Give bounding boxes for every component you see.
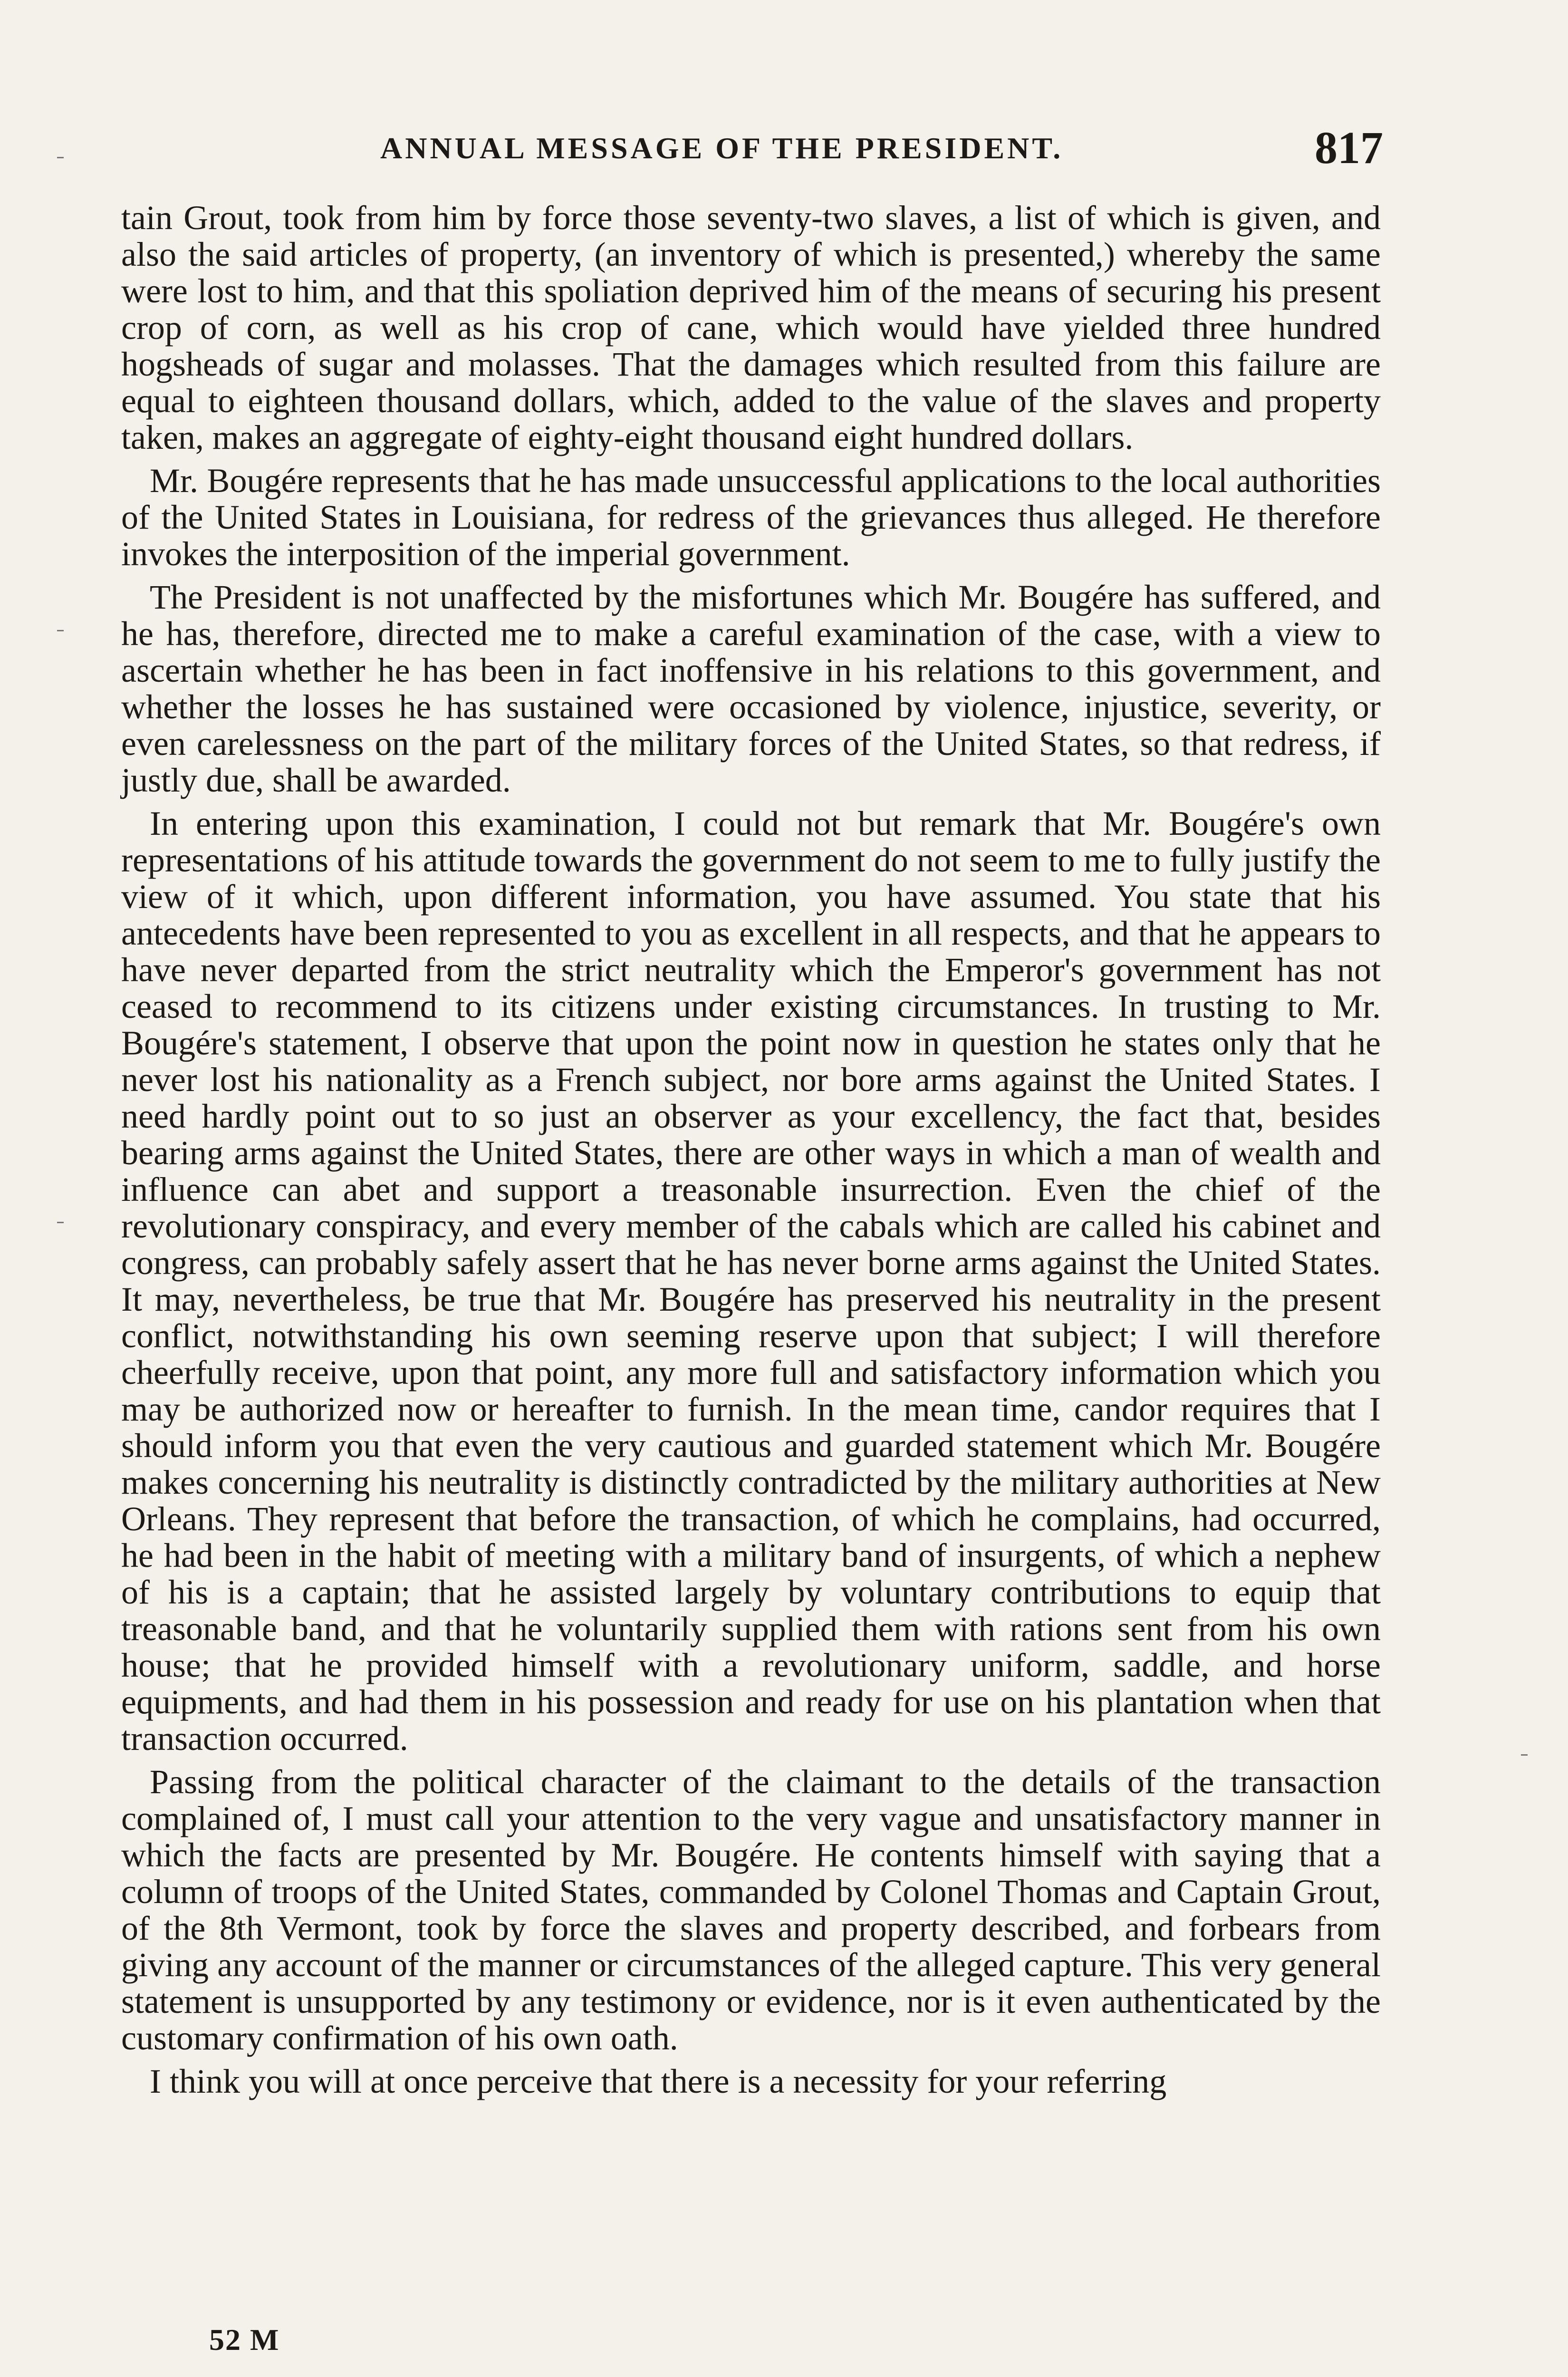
page-number: 817 [1315, 122, 1383, 173]
paragraph-1: tain Grout, took from him by force those seventy-two slaves, a list of which is given, and also the said articles of property, (an inventory of which is presented,) whereby the same were lost to him, and that this spoliation deprived him of the means of securing his present crop of corn, as well as his crop of cane, which would have yielded three hundred hogsheads of sugar and molasses. That the damages which resulted from this failure are equal to eighteen thousand dollars, which, added to the value of the slaves and property taken, makes an aggregate of eighty-eight thousand eight hundred dollars. [121, 199, 1381, 456]
paragraph-6: I think you will at once perceive that there is a necessity for your referring [150, 2062, 1167, 2100]
running-title: ANNUAL MESSAGE OF THE PRESIDENT. [380, 131, 1064, 165]
signature-mark: 52 M [209, 2323, 280, 2357]
paragraph-4: In entering upon this examination, I could not but remark that Mr. Bougére's own representations of his attitude towards the government do not seem to me to fully justify the view of it which, upon different information, you have assumed. You state that his antecedents have been represented to you as excellent in all respects, and that he appears to have never departed from the strict neutrality which the Emperor's government has not ceased to recommend to its citizens under existing circumstances. In trusting to Mr. Bougére's statement, I observe that upon the point now in question he states only that he never lost his nationality as a French subject, nor bore arms against the United States. I need hardly point out to so just an observer as your excellency, the fact that, besides bearing arms against the United States, there are other ways in which a man of wealth and influence can abet and support a treasonable insurrection. Even the chief of the revolutionary conspiracy, and every member of the cabals which are called his cabinet and congress, can probably safely assert that he has never borne arms against the United States. It may, nevertheless, be true that Mr. Bougére has preserved his neutrality in the present conflict, notwithstanding his own seeming reserve upon that subject; I will therefore cheerfully receive, upon that point, any more full and satisfactory information which you may be authorized now or hereafter to furnish. In the mean time, candor requires that I should inform you that even the very cautious and guarded statement which Mr. Bougére makes concerning his neutrality is distinctly contradicted by the military authorities at New Orleans. They represent that before the transaction, of which he complains, had occurred, he had been in the habit of meeting with a military band of insurgents, of which a nephew of his is a captain; that he assisted largely by voluntary contributions to equip that treasonable band, and that he voluntarily supplied them with rations sent from his own house; that he provided himself with a revolutionary uniform, saddle, and horse equipments, and had them in his possession and ready for use on his plantation when that transaction occurred. [121, 804, 1381, 1758]
page-header [124, 121, 1383, 174]
paragraph-3: The President is not unaffected by the misfortunes which Mr. Bougére has suffered, and he has, therefore, directed me to make a careful examination of the case, with a view to ascertain whether he has been in fact inoffensive in his relations to this government, and whether the losses he has sustained were occasioned by violence, injustice, severity, or even carelessness on the part of the military forces of the United States, so that redress, if justly due, shall be awarded. [121, 578, 1381, 799]
paragraph-2: Mr. Bougére represents that he has made unsuccessful applications to the local authorities of the United States in Louisiana, for redress of the grievances thus alleged. He therefore invokes the interposition of the imperial government. [121, 462, 1381, 573]
margin-mark [57, 157, 64, 158]
paragraph-5: Passing from the political character of the claimant to the details of the transaction complained of, I must call your attention to the very vague and unsatisfactory manner in which the facts are presented by Mr. Bougére. He contents himself with saying that a column of troops of the United States, commanded by Colonel Thomas and Captain Grout, of the 8th Vermont, took by force the slaves and property described, and forbears from giving any account of the manner or circumstances of the alleged capture. This very general statement is unsupported by any testimony or evidence, nor is it even authenticated by the customary confirmation of his own oath. [121, 1763, 1381, 2057]
body-text [121, 200, 1381, 2100]
margin-mark [1521, 1754, 1528, 1756]
margin-mark [57, 630, 64, 631]
margin-mark [57, 1222, 64, 1223]
